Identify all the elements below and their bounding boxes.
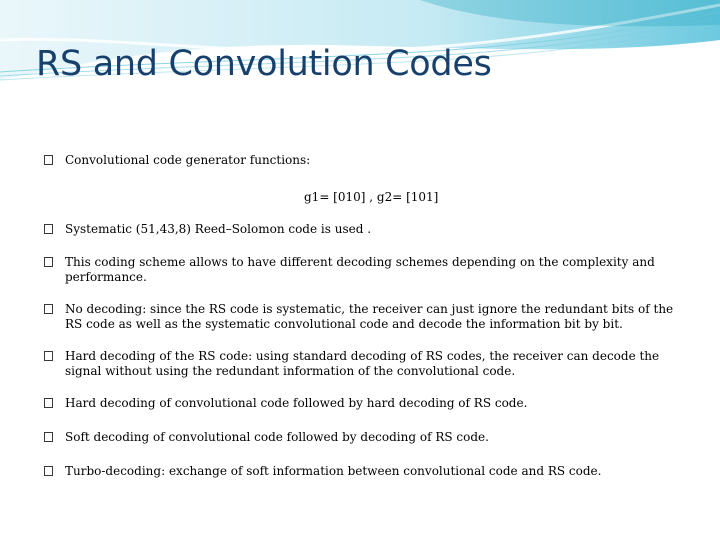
bullet-item: [44, 302, 674, 332]
slide-title: RS and Convolution Codes: [36, 44, 492, 84]
bullet-box-icon: [44, 466, 53, 476]
bullet-item: [44, 255, 674, 285]
bullet-item: [44, 430, 674, 445]
bullet-text: No decoding: since the RS code is systematic, the receiver can just ignore the redundant bits of the RS code as well as the systematic convolutional code and decode the information bit by bit.: [65, 302, 674, 331]
bullet-text: Soft decoding of convolutional code followed by decoding of RS code.: [65, 430, 489, 444]
bullet-item: [44, 349, 674, 379]
bullet-item: [44, 153, 674, 168]
bullet-text: Convolutional code generator functions:: [65, 153, 311, 167]
bullet-item: [44, 396, 674, 411]
bullet-item: [44, 222, 674, 237]
bullet-item: [44, 464, 674, 479]
bullet-box-icon: [44, 351, 53, 361]
bullet-box-icon: [44, 257, 53, 267]
bullet-text: Hard decoding of convolutional code followed by hard decoding of RS code.: [65, 396, 528, 410]
bullet-text: Systematic (51,43,8) Reed–Solomon code is used .: [65, 222, 372, 236]
bullet-text: Turbo-decoding: exchange of soft information between convolutional code and RS code.: [65, 464, 602, 478]
bullet-box-icon: [44, 432, 53, 442]
bullet-text: Hard decoding of the RS code: using standard decoding of RS codes, the receiver can decode the signal without using the redundant information of the convolutional code.: [65, 349, 660, 378]
bullet-box-icon: [44, 155, 53, 165]
bullet-box-icon: [44, 224, 53, 234]
bullet-text: This coding scheme allows to have different decoding schemes depending on the complexity and performance.: [65, 255, 655, 284]
generator-formula: g1= [010] , g2= [101]: [304, 190, 439, 204]
bullet-box-icon: [44, 304, 53, 314]
bullet-box-icon: [44, 398, 53, 408]
